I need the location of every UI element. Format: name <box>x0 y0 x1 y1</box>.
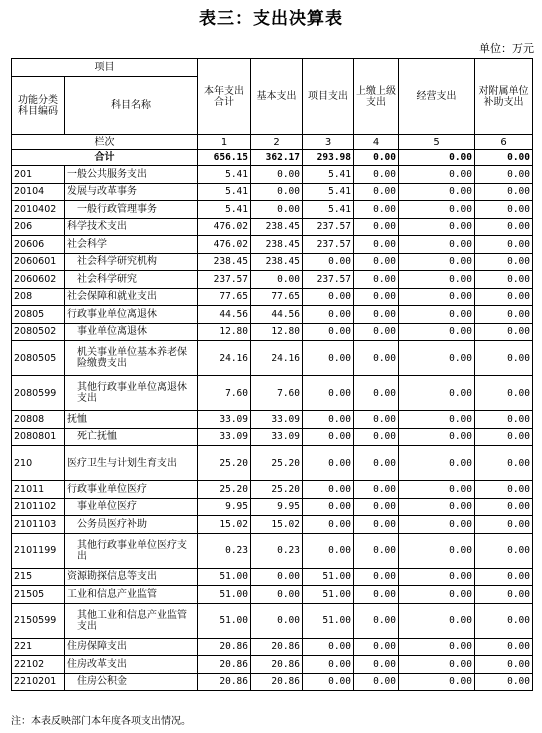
row-value: 24.16 <box>251 341 303 376</box>
row-value: 0.00 <box>354 568 399 586</box>
row-name: 事业单位医疗 <box>65 498 198 516</box>
table-row <box>12 498 533 516</box>
table-row <box>12 376 533 411</box>
row-value: 0.00 <box>475 166 533 184</box>
row-value: 0.00 <box>303 376 354 411</box>
row-value: 51.00 <box>303 586 354 604</box>
row-value: 51.00 <box>303 568 354 586</box>
row-name: 公务员医疗补助 <box>65 516 198 534</box>
row-value: 0.00 <box>399 498 475 516</box>
row-value: 0.00 <box>354 166 399 184</box>
row-value: 0.00 <box>354 253 399 271</box>
row-value: 77.65 <box>198 288 251 306</box>
row-value: 0.00 <box>354 516 399 534</box>
row-value: 0.23 <box>251 533 303 568</box>
row-value: 0.00 <box>303 481 354 499</box>
seq-row <box>12 135 533 150</box>
row-value: 44.56 <box>198 306 251 324</box>
row-value: 0.00 <box>399 533 475 568</box>
table-row <box>12 201 533 219</box>
row-name: 行政事业单位医疗 <box>65 481 198 499</box>
row-name: 社会科学研究机构 <box>65 253 198 271</box>
header-remit: 上缴上级支出 <box>354 59 399 135</box>
row-name: 行政事业单位离退休 <box>65 306 198 324</box>
header-name: 科目名称 <box>65 77 198 135</box>
row-value: 20.86 <box>251 638 303 656</box>
row-name: 一般行政管理事务 <box>65 201 198 219</box>
table-row <box>12 166 533 184</box>
row-value: 0.00 <box>354 218 399 236</box>
row-code: 21505 <box>12 586 65 604</box>
table-row <box>12 586 533 604</box>
row-value: 20.86 <box>198 656 251 674</box>
row-value: 20.86 <box>251 656 303 674</box>
seq-cell: 1 <box>198 135 251 150</box>
row-value: 0.00 <box>475 253 533 271</box>
row-code: 210 <box>12 446 65 481</box>
row-name: 其他工业和信息产业监管支出 <box>65 603 198 638</box>
row-value: 0.00 <box>475 586 533 604</box>
row-value: 0.00 <box>399 341 475 376</box>
row-code: 21011 <box>12 481 65 499</box>
row-value: 0.00 <box>251 201 303 219</box>
row-value: 5.41 <box>198 183 251 201</box>
row-value: 0.00 <box>354 533 399 568</box>
row-value: 0.00 <box>354 376 399 411</box>
sum-cell: 362.17 <box>251 150 303 166</box>
row-value: 0.00 <box>251 568 303 586</box>
table-row <box>12 428 533 446</box>
header-total: 本年支出合计 <box>198 59 251 135</box>
header-row-1 <box>12 59 533 77</box>
row-value: 0.00 <box>354 481 399 499</box>
row-value: 0.00 <box>475 306 533 324</box>
sum-cell: 656.15 <box>198 150 251 166</box>
sum-cell: 0.00 <box>354 150 399 166</box>
row-value: 237.57 <box>303 218 354 236</box>
row-value: 0.00 <box>354 201 399 219</box>
sum-cell: 293.98 <box>303 150 354 166</box>
row-code: 2010402 <box>12 201 65 219</box>
row-value: 0.00 <box>354 306 399 324</box>
row-code: 201 <box>12 166 65 184</box>
row-code: 2080801 <box>12 428 65 446</box>
row-code: 2101103 <box>12 516 65 534</box>
row-value: 44.56 <box>251 306 303 324</box>
table-row <box>12 656 533 674</box>
row-value: 0.00 <box>303 253 354 271</box>
row-code: 2080599 <box>12 376 65 411</box>
row-name: 一般公共服务支出 <box>65 166 198 184</box>
row-value: 33.09 <box>198 428 251 446</box>
row-value: 5.41 <box>303 183 354 201</box>
row-name: 社会科学 <box>65 236 198 254</box>
row-value: 20.86 <box>198 673 251 691</box>
row-value: 0.00 <box>475 638 533 656</box>
row-code: 215 <box>12 568 65 586</box>
row-value: 0.00 <box>475 481 533 499</box>
row-value: 0.00 <box>399 481 475 499</box>
row-value: 15.02 <box>198 516 251 534</box>
row-name: 发展与改革事务 <box>65 183 198 201</box>
row-value: 476.02 <box>198 236 251 254</box>
row-name: 医疗卫生与计划生育支出 <box>65 446 198 481</box>
row-code: 20606 <box>12 236 65 254</box>
row-value: 5.41 <box>198 201 251 219</box>
table-row <box>12 411 533 429</box>
row-value: 0.00 <box>475 428 533 446</box>
seq-cell: 4 <box>354 135 399 150</box>
row-value: 12.80 <box>251 323 303 341</box>
header-item: 项目 <box>12 59 198 77</box>
row-code: 2080502 <box>12 323 65 341</box>
row-value: 0.00 <box>475 533 533 568</box>
table-row <box>12 603 533 638</box>
row-value: 0.00 <box>399 516 475 534</box>
table-row <box>12 341 533 376</box>
row-value: 5.41 <box>198 166 251 184</box>
row-value: 20.86 <box>198 638 251 656</box>
row-value: 0.00 <box>475 236 533 254</box>
table-row <box>12 288 533 306</box>
row-code: 20805 <box>12 306 65 324</box>
table-row <box>12 306 533 324</box>
row-value: 0.00 <box>399 638 475 656</box>
row-value: 238.45 <box>251 218 303 236</box>
row-value: 0.00 <box>251 603 303 638</box>
row-value: 0.00 <box>354 638 399 656</box>
row-value: 237.57 <box>303 236 354 254</box>
row-value: 12.80 <box>198 323 251 341</box>
row-value: 0.00 <box>475 376 533 411</box>
table-row <box>12 533 533 568</box>
row-value: 238.45 <box>251 236 303 254</box>
row-value: 25.20 <box>198 446 251 481</box>
row-value: 0.00 <box>399 411 475 429</box>
row-value: 5.41 <box>303 166 354 184</box>
row-code: 2080505 <box>12 341 65 376</box>
row-value: 0.00 <box>475 323 533 341</box>
row-value: 0.00 <box>354 411 399 429</box>
row-code: 2150599 <box>12 603 65 638</box>
row-value: 0.00 <box>475 183 533 201</box>
row-name: 住房改革支出 <box>65 656 198 674</box>
row-value: 0.00 <box>399 288 475 306</box>
row-value: 25.20 <box>251 481 303 499</box>
row-value: 0.00 <box>475 568 533 586</box>
row-value: 0.00 <box>354 446 399 481</box>
seq-cell: 5 <box>399 135 475 150</box>
row-value: 0.00 <box>354 236 399 254</box>
row-code: 20808 <box>12 411 65 429</box>
row-value: 0.00 <box>399 673 475 691</box>
table-row <box>12 638 533 656</box>
row-value: 0.00 <box>399 446 475 481</box>
row-value: 0.00 <box>303 341 354 376</box>
row-value: 0.23 <box>198 533 251 568</box>
row-code: 2210201 <box>12 673 65 691</box>
table-row <box>12 481 533 499</box>
row-name: 机关事业单位基本养老保险缴费支出 <box>65 341 198 376</box>
row-code: 20104 <box>12 183 65 201</box>
row-value: 0.00 <box>399 201 475 219</box>
row-name: 其他行政事业单位离退休支出 <box>65 376 198 411</box>
row-value: 0.00 <box>354 586 399 604</box>
row-value: 238.45 <box>251 253 303 271</box>
row-code: 2060602 <box>12 271 65 289</box>
footnote: 注：本表反映部门本年度各项支出情况。 <box>11 716 191 727</box>
row-code: 22102 <box>12 656 65 674</box>
header-subsidy: 对附属单位补助支出 <box>475 59 533 135</box>
row-code: 208 <box>12 288 65 306</box>
row-value: 0.00 <box>354 603 399 638</box>
row-value: 0.00 <box>354 288 399 306</box>
row-value: 77.65 <box>251 288 303 306</box>
table-row <box>12 253 533 271</box>
row-value: 0.00 <box>399 218 475 236</box>
row-name: 住房公积金 <box>65 673 198 691</box>
row-value: 0.00 <box>354 323 399 341</box>
row-name: 科学技术支出 <box>65 218 198 236</box>
row-value: 25.20 <box>198 481 251 499</box>
row-value: 7.60 <box>198 376 251 411</box>
table-row <box>12 218 533 236</box>
row-value: 0.00 <box>303 446 354 481</box>
row-code: 2060601 <box>12 253 65 271</box>
row-value: 0.00 <box>303 323 354 341</box>
row-value: 25.20 <box>251 446 303 481</box>
page-title: 表三：支出决算表 <box>199 9 343 29</box>
row-name: 住房保障支出 <box>65 638 198 656</box>
seq-cell: 3 <box>303 135 354 150</box>
row-name: 其他行政事业单位医疗支出 <box>65 533 198 568</box>
row-value: 0.00 <box>303 533 354 568</box>
row-value: 9.95 <box>251 498 303 516</box>
table-row <box>12 673 533 691</box>
row-value: 0.00 <box>475 341 533 376</box>
row-value: 0.00 <box>475 218 533 236</box>
table-row <box>12 516 533 534</box>
row-value: 15.02 <box>251 516 303 534</box>
row-value: 0.00 <box>251 183 303 201</box>
row-value: 476.02 <box>198 218 251 236</box>
row-value: 0.00 <box>303 638 354 656</box>
row-value: 0.00 <box>354 498 399 516</box>
row-code: 206 <box>12 218 65 236</box>
row-value: 0.00 <box>354 656 399 674</box>
row-value: 0.00 <box>399 271 475 289</box>
sum-cell: 0.00 <box>399 150 475 166</box>
row-value: 0.00 <box>475 446 533 481</box>
row-value: 0.00 <box>475 411 533 429</box>
row-code: 2101102 <box>12 498 65 516</box>
expenditure-table <box>11 58 533 691</box>
row-value: 0.00 <box>399 166 475 184</box>
sum-cell: 0.00 <box>475 150 533 166</box>
row-value: 0.00 <box>303 306 354 324</box>
row-value: 0.00 <box>354 428 399 446</box>
row-value: 0.00 <box>251 166 303 184</box>
row-value: 0.00 <box>475 603 533 638</box>
row-value: 0.00 <box>399 236 475 254</box>
row-value: 33.09 <box>251 428 303 446</box>
row-value: 0.00 <box>303 516 354 534</box>
row-value: 33.09 <box>251 411 303 429</box>
row-value: 0.00 <box>354 673 399 691</box>
row-value: 5.41 <box>303 201 354 219</box>
row-value: 0.00 <box>251 586 303 604</box>
sum-label: 合计 <box>12 150 198 166</box>
seq-cell: 6 <box>475 135 533 150</box>
row-value: 0.00 <box>303 673 354 691</box>
header-basic: 基本支出 <box>251 59 303 135</box>
row-code: 2101199 <box>12 533 65 568</box>
row-value: 0.00 <box>354 183 399 201</box>
table-row <box>12 236 533 254</box>
row-value: 0.00 <box>303 411 354 429</box>
row-value: 0.00 <box>303 656 354 674</box>
row-name: 事业单位离退休 <box>65 323 198 341</box>
row-value: 237.57 <box>198 271 251 289</box>
row-value: 0.00 <box>399 428 475 446</box>
row-name: 资源勘探信息等支出 <box>65 568 198 586</box>
row-value: 20.86 <box>251 673 303 691</box>
table-row <box>12 568 533 586</box>
row-value: 0.00 <box>251 271 303 289</box>
row-value: 7.60 <box>251 376 303 411</box>
seq-cell: 2 <box>251 135 303 150</box>
seq-label: 栏次 <box>12 135 198 150</box>
row-value: 33.09 <box>198 411 251 429</box>
row-value: 0.00 <box>475 271 533 289</box>
row-name: 抚恤 <box>65 411 198 429</box>
row-value: 51.00 <box>303 603 354 638</box>
header-code: 功能分类科目编码 <box>12 77 65 135</box>
row-value: 9.95 <box>198 498 251 516</box>
row-code: 221 <box>12 638 65 656</box>
row-value: 0.00 <box>399 586 475 604</box>
row-value: 24.16 <box>198 341 251 376</box>
header-project: 项目支出 <box>303 59 354 135</box>
row-value: 51.00 <box>198 586 251 604</box>
row-name: 社会科学研究 <box>65 271 198 289</box>
row-value: 0.00 <box>303 428 354 446</box>
row-value: 0.00 <box>303 288 354 306</box>
table-row <box>12 271 533 289</box>
row-value: 51.00 <box>198 603 251 638</box>
row-value: 237.57 <box>303 271 354 289</box>
row-value: 0.00 <box>475 516 533 534</box>
row-value: 0.00 <box>399 603 475 638</box>
row-value: 0.00 <box>399 376 475 411</box>
row-value: 0.00 <box>475 498 533 516</box>
row-value: 0.00 <box>475 288 533 306</box>
table-row <box>12 446 533 481</box>
header-business: 经营支出 <box>399 59 475 135</box>
row-value: 0.00 <box>399 183 475 201</box>
row-value: 0.00 <box>354 341 399 376</box>
row-value: 0.00 <box>399 323 475 341</box>
row-value: 0.00 <box>475 673 533 691</box>
row-name: 工业和信息产业监管 <box>65 586 198 604</box>
row-value: 0.00 <box>399 253 475 271</box>
row-value: 0.00 <box>475 656 533 674</box>
row-value: 0.00 <box>399 568 475 586</box>
row-value: 51.00 <box>198 568 251 586</box>
table-row <box>12 323 533 341</box>
table-row <box>12 183 533 201</box>
row-value: 0.00 <box>354 271 399 289</box>
row-value: 238.45 <box>198 253 251 271</box>
row-value: 0.00 <box>399 306 475 324</box>
unit-label: 单位：万元 <box>479 42 534 55</box>
sum-row <box>12 150 533 166</box>
row-value: 0.00 <box>399 656 475 674</box>
row-name: 社会保障和就业支出 <box>65 288 198 306</box>
row-name: 死亡抚恤 <box>65 428 198 446</box>
row-value: 0.00 <box>303 498 354 516</box>
row-value: 0.00 <box>475 201 533 219</box>
